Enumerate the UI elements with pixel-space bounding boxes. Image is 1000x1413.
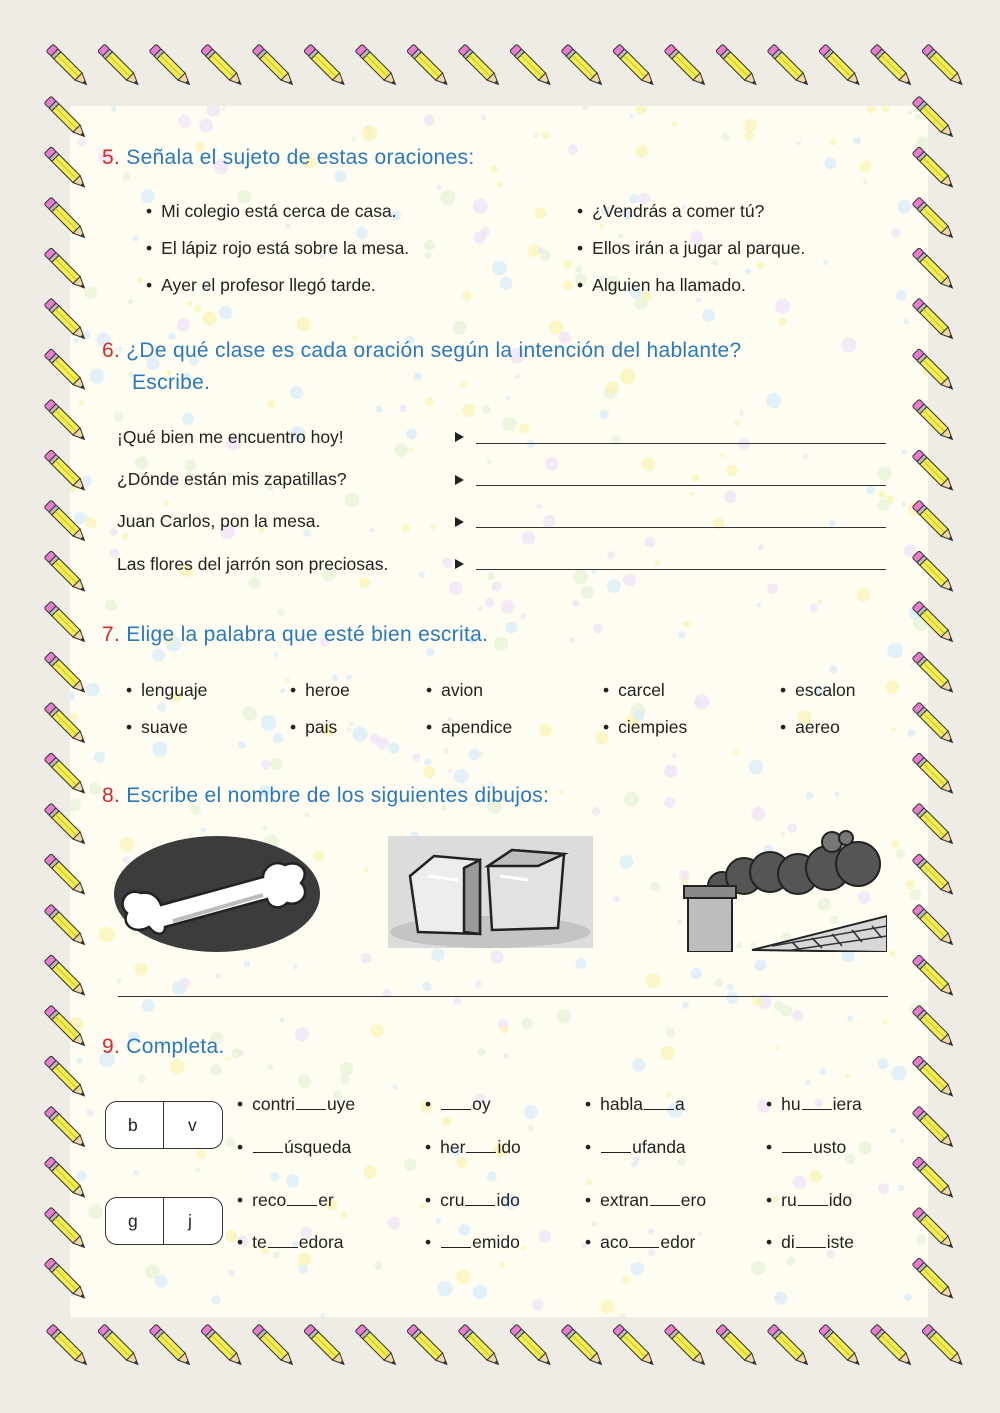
answer-line[interactable] xyxy=(476,485,886,486)
question-8-heading xyxy=(102,784,549,808)
word-option[interactable]: • apendice xyxy=(426,717,512,738)
word-end: usto xyxy=(813,1137,847,1157)
question-number: 9. xyxy=(102,1035,121,1058)
letter-blank[interactable] xyxy=(268,1235,298,1248)
word-start: te xyxy=(252,1232,267,1252)
letter-blank[interactable] xyxy=(253,1140,283,1153)
answer-line[interactable] xyxy=(118,996,888,997)
letter-box-g-j xyxy=(105,1197,223,1245)
letter-blank[interactable] xyxy=(629,1235,659,1248)
word-end: úsqueda xyxy=(284,1137,352,1157)
word-start: contri xyxy=(252,1094,295,1114)
word-end: ido xyxy=(496,1190,520,1210)
letter-blank[interactable] xyxy=(296,1097,326,1110)
word-end: er xyxy=(318,1190,334,1210)
letter-box-b-v xyxy=(105,1101,223,1149)
fill-blank-word xyxy=(766,1190,852,1211)
arrow-icon xyxy=(455,517,464,527)
letter-left: g xyxy=(128,1211,138,1231)
arrow-icon xyxy=(455,432,464,442)
box-divider xyxy=(163,1198,164,1244)
letter-blank[interactable] xyxy=(465,1193,495,1206)
word-option[interactable]: • aereo xyxy=(780,717,840,738)
answer-line[interactable] xyxy=(476,443,886,444)
word-option[interactable]: • heroe xyxy=(290,680,350,701)
letter-left: b xyxy=(128,1115,138,1135)
letter-blank[interactable] xyxy=(782,1140,812,1153)
sentence-item: • El lápiz rojo está sobre la mesa. xyxy=(146,238,409,259)
question-title: Completa. xyxy=(126,1035,225,1058)
question-7-heading xyxy=(102,623,488,647)
word-option[interactable]: • lenguaje xyxy=(126,680,207,701)
word-end: ero xyxy=(680,1190,707,1210)
letter-right: v xyxy=(188,1115,197,1135)
letter-blank[interactable] xyxy=(650,1193,680,1206)
word-end: uye xyxy=(326,1094,356,1114)
sentence-item: ¿Dónde están mis zapatillas? xyxy=(117,469,347,489)
sentence-item: • Ayer el profesor llegó tarde. xyxy=(146,275,376,296)
word-start: di xyxy=(781,1232,795,1252)
letter-blank[interactable] xyxy=(441,1235,471,1248)
question-6-heading xyxy=(102,339,741,363)
fill-blank-word xyxy=(425,1190,520,1211)
fill-blank-word xyxy=(766,1232,854,1253)
word-end: emido xyxy=(472,1232,520,1252)
word-start: extran xyxy=(600,1190,649,1210)
fill-blank-word xyxy=(237,1232,344,1253)
sentence-item: • Mi colegio está cerca de casa. xyxy=(146,201,397,222)
fill-blank-word xyxy=(766,1094,862,1115)
word-start: reco xyxy=(252,1190,287,1210)
sentence-item: Las flores del jarrón son preciosas. xyxy=(117,554,389,574)
word-option[interactable]: • carcel xyxy=(603,680,665,701)
letter-blank[interactable] xyxy=(441,1097,471,1110)
question-number: 5. xyxy=(102,146,121,169)
arrow-icon xyxy=(455,475,464,485)
fill-blank-word xyxy=(237,1137,351,1158)
word-option[interactable]: • ciempies xyxy=(603,717,687,738)
question-title: Escribe el nombre de los siguientes dibujos: xyxy=(126,784,550,807)
question-number: 8. xyxy=(102,784,121,807)
word-option[interactable]: • avion xyxy=(426,680,483,701)
word-end: ido xyxy=(497,1137,521,1157)
fill-blank-word xyxy=(425,1137,521,1158)
word-start: ru xyxy=(781,1190,797,1210)
bone-picture xyxy=(113,835,321,953)
letter-blank[interactable] xyxy=(644,1097,674,1110)
fill-blank-word xyxy=(766,1137,846,1158)
word-option[interactable]: • suave xyxy=(126,717,188,738)
sentence-item: • Ellos irán a jugar al parque. xyxy=(577,238,805,259)
word-end: iste xyxy=(826,1232,854,1252)
question-6-heading-line2: Escribe. xyxy=(132,371,211,394)
answer-line[interactable] xyxy=(476,569,886,570)
word-end: ufanda xyxy=(632,1137,686,1157)
letter-blank[interactable] xyxy=(601,1140,631,1153)
letter-blank[interactable] xyxy=(466,1140,496,1153)
word-end: a xyxy=(674,1094,685,1114)
fill-blank-word xyxy=(425,1094,491,1115)
word-end: oy xyxy=(472,1094,491,1114)
fill-blank-word xyxy=(585,1232,695,1253)
fill-blank-word xyxy=(237,1190,334,1211)
question-number: 6. xyxy=(102,339,121,362)
word-start: her xyxy=(440,1137,466,1157)
word-start: cru xyxy=(440,1190,465,1210)
sentence-item: Juan Carlos, pon la mesa. xyxy=(117,511,321,531)
answer-line[interactable] xyxy=(476,527,886,528)
word-end: edora xyxy=(298,1232,344,1252)
question-title: Elige la palabra que esté bien escrita. xyxy=(126,623,489,646)
word-end: ido xyxy=(828,1190,853,1210)
word-start: aco xyxy=(600,1232,629,1252)
ice-cubes-picture xyxy=(388,836,593,948)
question-title: ¿De qué clase es cada oración según la intención del hablante? xyxy=(126,339,742,362)
fill-blank-word xyxy=(585,1094,685,1115)
letter-blank[interactable] xyxy=(287,1193,317,1206)
word-end: iera xyxy=(832,1094,862,1114)
fill-blank-word xyxy=(585,1137,686,1158)
fill-blank-word xyxy=(585,1190,706,1211)
word-option[interactable]: • pais xyxy=(290,717,337,738)
arrow-icon xyxy=(455,559,464,569)
question-number: 7. xyxy=(102,623,121,646)
sentence-item: ¡Qué bien me encuentro hoy! xyxy=(117,427,344,447)
sentence-item: • ¿Vendrás a comer tú? xyxy=(577,201,764,222)
question-title: Señala el sujeto de estas oraciones: xyxy=(126,146,475,169)
word-option[interactable]: • escalon xyxy=(780,680,855,701)
word-start: habla xyxy=(600,1094,643,1114)
word-end: edor xyxy=(660,1232,696,1252)
sentence-item: • Alguien ha llamado. xyxy=(577,275,746,296)
question-9-heading xyxy=(102,1035,225,1059)
chimney-smoke-picture xyxy=(682,828,887,952)
fill-blank-word xyxy=(237,1094,355,1115)
box-divider xyxy=(163,1102,164,1148)
question-5-heading xyxy=(102,146,474,170)
letter-blank[interactable] xyxy=(802,1097,832,1110)
letter-right: j xyxy=(188,1211,192,1231)
fill-blank-word xyxy=(425,1232,520,1253)
letter-blank[interactable] xyxy=(798,1193,828,1206)
letter-blank[interactable] xyxy=(796,1235,826,1248)
word-start: hu xyxy=(781,1094,801,1114)
